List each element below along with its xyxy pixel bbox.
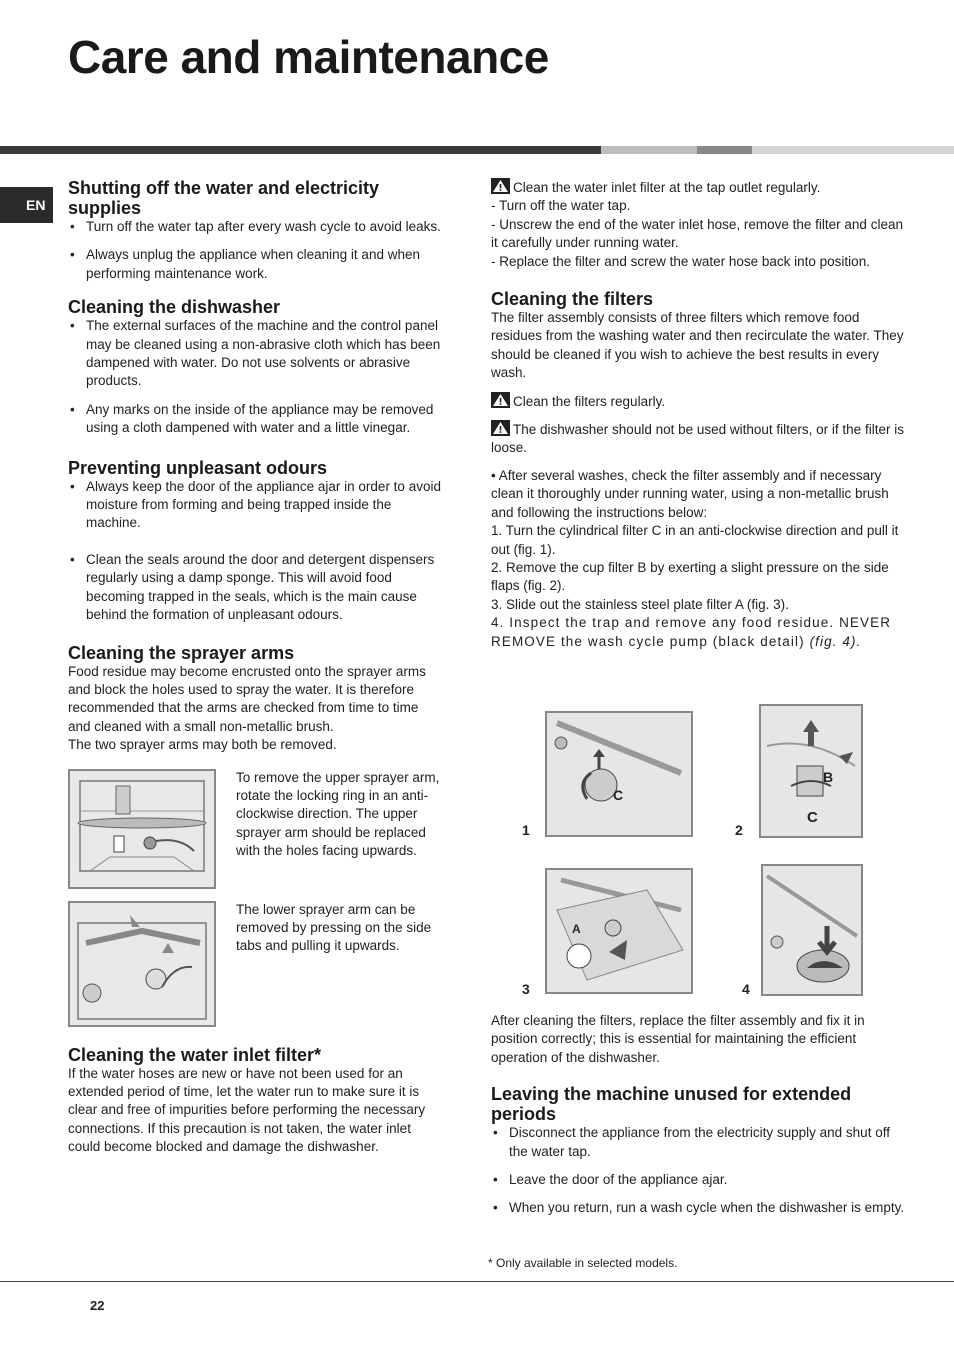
list-item: • Leave the door of the appliance ajar. [491, 1171, 911, 1189]
section-inlet [68, 1045, 442, 1157]
header-bar-pale [752, 146, 954, 154]
upper-sprayer-illustration [68, 769, 216, 889]
filters-step-4-ref: (fig. 4). [809, 633, 862, 649]
footnote: * Only available in selected models. [488, 1256, 678, 1270]
header-bar-mid [697, 146, 752, 154]
inlet-warning-text: Clean the water inlet filter at the tap outlet regularly. [513, 180, 821, 195]
right-column [491, 178, 911, 665]
inlet-warning [491, 178, 911, 197]
filter-figure-3 [545, 868, 693, 994]
filters-intro: The filter assembly consists of three filters which remove food residues from the washing water and then recirculate the water. They should be cleaned if you wish to achieve the best results in every wash. [491, 310, 904, 381]
filters-warning-1 [491, 392, 911, 411]
fig-label-c: C [613, 787, 624, 803]
warning-icon [491, 420, 510, 436]
fig-label-c: C [807, 809, 818, 826]
heading-filters: Cleaning the filters [491, 289, 654, 310]
list-item: • Always keep the door of the appliance ajar in order to avoid moisture from forming and being trapped inside the machine. [68, 478, 442, 533]
inlet-step: - Turn off the water tap. [491, 198, 631, 214]
left-column [68, 178, 442, 1171]
filters-warning-2 [491, 420, 911, 458]
filter-figure-4 [761, 864, 863, 996]
filters-step: 2. Remove the cup filter B by exerting a slight pressure on the side flaps (fig. 2). [491, 559, 889, 594]
heading-unused: Leaving the machine unused for extended periods [491, 1084, 852, 1125]
section-shutoff [68, 178, 442, 283]
heading-inlet: Cleaning the water inlet filter* [68, 1044, 322, 1065]
warning-icon [491, 178, 510, 194]
warning-icon [491, 392, 510, 408]
fig-number-1: 1 [522, 822, 530, 838]
heading-shutoff: Shutting off the water and electricity supplies [68, 178, 380, 218]
filters-after-block [491, 1012, 911, 1232]
inlet-step: - Replace the filter and screw the water hose back into position. [491, 253, 870, 269]
upper-sprayer-figure-row [68, 769, 442, 889]
language-tab: EN [0, 187, 53, 223]
section-sprayer [68, 643, 442, 1027]
list-item: • Turn off the water tap after every wash cycle to avoid leaks. [68, 218, 442, 236]
heading-cleaning-dishwasher: Cleaning the dishwasher [68, 297, 281, 318]
page-number: 22 [90, 1298, 105, 1313]
list-item: • Disconnect the appliance from the electricity supply and shut off the water tap. [491, 1124, 911, 1161]
filter-figure-2 [759, 704, 863, 838]
lower-sprayer-illustration [68, 901, 216, 1027]
lower-sprayer-figure-row [68, 901, 442, 1027]
fig-number-3: 3 [522, 981, 530, 997]
heading-sprayer: Cleaning the sprayer arms [68, 642, 295, 663]
fig-number-2: 2 [735, 822, 743, 838]
upper-sprayer-caption: To remove the upper sprayer arm, rotate the locking ring in an anti-clockwise direction. The upper sprayer arm should be replaced with the holes facing upwards. [236, 769, 440, 859]
list-item: • Clean the seals around the door and detergent dispensers regularly using a damp sponge. This will avoid food becoming trapped in the seals, which is the main cause behind the formation of unpleasant odours. [68, 551, 442, 625]
fig-number-4: 4 [742, 981, 750, 997]
filters-step: 3. Slide out the stainless steel plate filter A (fig. 3). [491, 596, 789, 612]
list-item: • When you return, run a wash cycle when the dishwasher is empty. [491, 1199, 911, 1217]
inlet-text: If the water hoses are new or have not been used for an extended period of time, let the water run to make sure it is clear and free of impurities before performing the necessary connections. If this precaution is not taken, the water inlet could become blocked and damage the dishwasher. [68, 1065, 426, 1155]
fig-label-a: A [572, 922, 581, 936]
inlet-step: - Unscrew the end of the water inlet hose, remove the filter and clean it carefully under running water. [491, 216, 903, 251]
filters-after: After cleaning the filters, replace the filter assembly and fix it in position correctly; this is essential for maintaining the efficient operation of the dishwasher. [491, 1013, 865, 1065]
sprayer-text: Food residue may become encrusted onto the sprayer arms and block the holes used to spray the water. It is therefore recommended that the arms are checked from time to time and cleaned with a small non-metallic brush. [68, 663, 426, 734]
filters-step: 1. Turn the cylindrical filter C in an anti-clockwise direction and pull it out (fig. 1). [491, 523, 899, 557]
header-bar-dark [0, 146, 601, 154]
header-bar-light [601, 146, 697, 154]
footer-divider [0, 1281, 954, 1282]
list-item: • Always unplug the appliance when cleaning it and when performing maintenance work. [68, 246, 442, 283]
section-cleaning-dishwasher [68, 297, 442, 437]
page-title: Care and maintenance [68, 31, 549, 83]
list-item: • The external surfaces of the machine and the control panel may be cleaned using a non-abrasive cloth which has been dampened with water. Do not use solvents or abrasive products. [68, 317, 442, 391]
filters-step-4-text: 4. Inspect the trap and remove any food residue. NEVER REMOVE the wash cycle pump (black detail) [491, 615, 892, 649]
section-inlet-steps [491, 178, 911, 271]
section-odours [68, 458, 442, 625]
filters-warning-2-text: The dishwasher should not be used without filters, or if the filter is loose. [491, 422, 904, 456]
filter-figure-1 [545, 711, 693, 837]
heading-odours: Preventing unpleasant odours [68, 457, 328, 478]
filters-steps-intro: • After several washes, check the filter assembly and if necessary clean it thoroughly under running water, using a non-metallic brush and following the instructions below: [491, 467, 889, 520]
list-item: • Any marks on the inside of the appliance may be removed using a cloth dampened with water and a little vinegar. [68, 401, 442, 438]
filters-warning-1-text: Clean the filters regularly. [513, 393, 666, 409]
filters-step [491, 614, 911, 651]
section-unused [491, 1084, 911, 1218]
lower-sprayer-caption: The lower sprayer arm can be removed by pressing on the side tabs and pulling it upwards. [236, 901, 432, 954]
section-filters [491, 289, 911, 651]
fig-label-b: B [823, 769, 834, 785]
sprayer-text-2: The two sprayer arms may both be removed. [68, 737, 337, 753]
